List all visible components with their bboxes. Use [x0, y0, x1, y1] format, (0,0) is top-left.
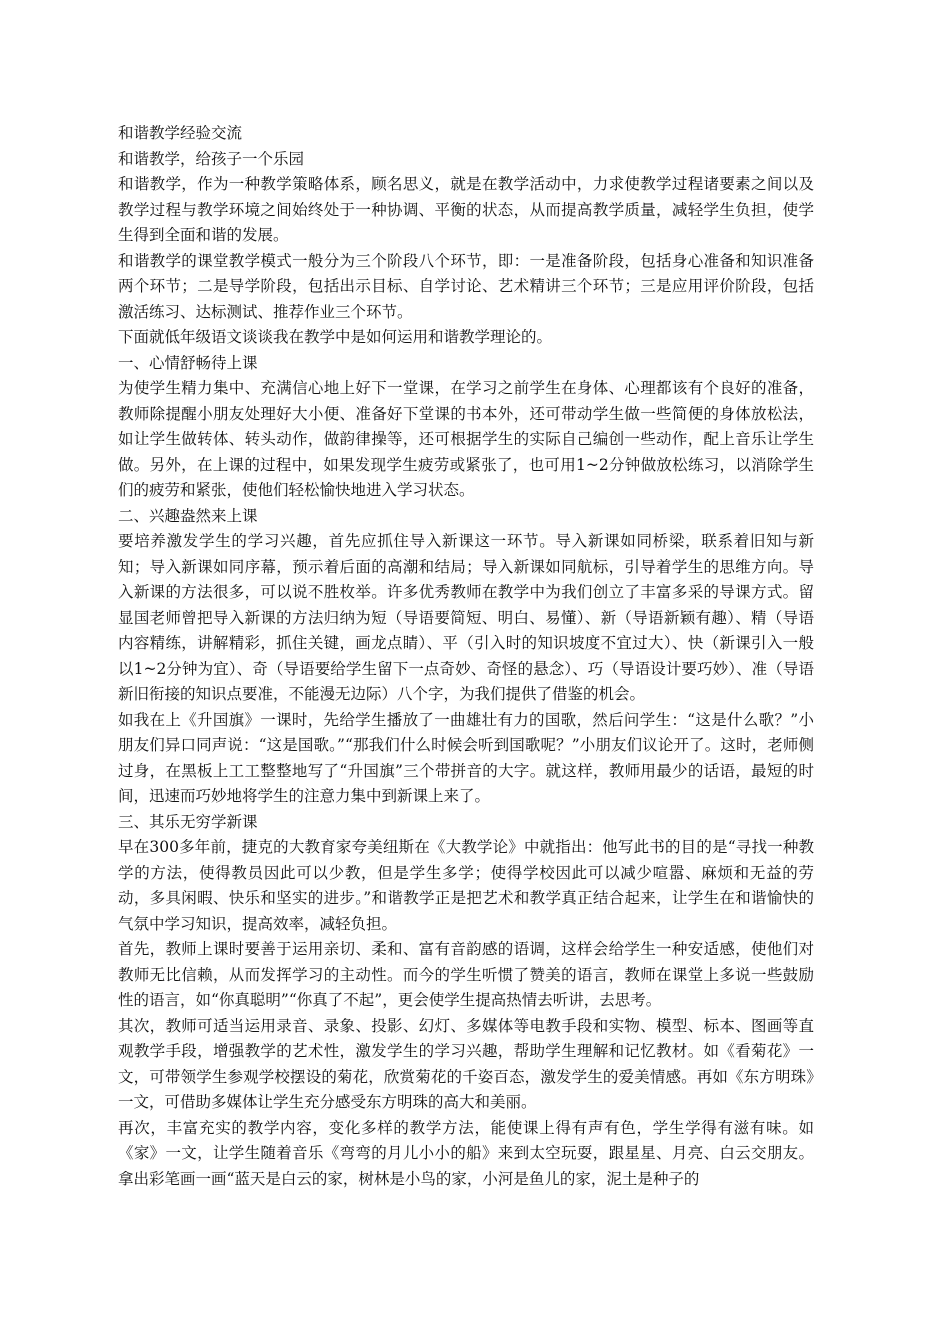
paragraph: 其次，教师可适当运用录音、录象、投影、幻灯、多媒体等电教手段和实物、模型、标本、图画等直观教学手段，增强教学的艺术性，激发学生的学习兴趣，帮助学生理解和记忆教材。如《看菊花》一文，可带领学生参观学校摆设的菊花，欣赏菊花的千姿百态，激发学生的爱美情感。再如《东方明珠》一文，可借助多媒体让学生充分感受东方明珠的高大和美丽。 — [118, 1016, 814, 1111]
paragraph: 如我在上《升国旗》一课时，先给学生播放了一曲雄壮有力的国歌，然后问学生：“这是什么歌？”小朋友们异口同声说：“这是国歌。”“那我们什么时候会听到国歌呢？”小朋友们议论开了。这时，老师侧过身，在黑板上工工整整地写了“升国旗”三个带拼音的大字。就这样，教师用最少的话语，最短的时间，迅速而巧妙地将学生的注意力集中到新课上来了。 — [118, 710, 814, 805]
document-title: 和谐教学经验交流 — [118, 124, 243, 142]
paragraph: 下面就低年级语文谈谈我在教学中是如何运用和谐教学理论的。 — [118, 328, 553, 346]
paragraph: 再次，丰富充实的教学内容，变化多样的教学方法，能使课上得有声有色，学生学得有滋有味。如《家》一文，让学生随着音乐《弯弯的月儿小小的船》来到太空玩耍，跟星星、月亮、白云交朋友。拿出彩笔画一画“蓝天是白云的家，树林是小鸟的家，小河是鱼儿的家，泥土是种子的 — [118, 1118, 814, 1188]
section-heading: 三、其乐无穷学新课 — [118, 812, 258, 831]
section-heading: 二、兴趣盎然来上课 — [118, 506, 258, 525]
paragraph: 首先，教师上课时要善于运用亲切、柔和、富有音韵感的语调，这样会给学生一种安适感，使他们对教师无比信赖，从而发挥学习的主动性。而今的学生听惯了赞美的语言，教师在课堂上多说一些鼓励性的语言，如“你真聪明”“你真了不起”，更会使学生提高热情去听讲，去思考。 — [118, 940, 814, 1009]
paragraph: 早在300多年前，捷克的大教育家夸美纽斯在《大教学论》中就指出：他写此书的目的是“寻找一种教学的方法，使得教员因此可以少教，但是学生多学；使得学校因此可以减少喧嚣、麻烦和无益的劳动，多具闲暇、快乐和坚实的进步。”和谐教学正是把艺术和教学真正结合起来，让学生在和谐愉快的气氛中学习知识，提高效率，减轻负担。 — [118, 838, 814, 933]
document-page — [118, 121, 814, 1192]
paragraph: 要培养激发学生的学习兴趣，首先应抓住导入新课这一环节。导入新课如同桥梁，联系着旧知与新知；导入新课如同序幕，预示着后面的高潮和结局；导入新课如同航标，引导着学生的思维方向。导入新课的方法很多，可以说不胜枚举。许多优秀教师在教学中为我们创立了丰富多采的导课方式。留显国老师曾把导入新课的方法归纳为短（导语要简短、明白、易懂）、新（导语新颖有趣）、精（导语内容精练，讲解精彩，抓住关键，画龙点睛）、平（引入时的知识坡度不宜过大）、快（新课引入一般以1~2分钟为宜）、奇（导语要给学生留下一点奇妙、奇怪的悬念）、巧（导语设计要巧妙）、准（导语新旧衔接的知识点要准，不能漫无边际）八个字，为我们提供了借鉴的机会。 — [118, 532, 814, 703]
section-heading: 一、心情舒畅待上课 — [118, 353, 258, 372]
document-subtitle: 和谐教学，给孩子一个乐园 — [118, 149, 305, 168]
paragraph: 为使学生精力集中、充满信心地上好下一堂课，在学习之前学生在身体、心理都该有个良好的准备，教师除提醒小朋友处理好大小便、准备好下堂课的书本外，还可带动学生做一些简便的身体放松法，如让学生做转体、转头动作，做韵律操等，还可根据学生的实际自己编创一些动作，配上音乐让学生做。另外，在上课的过程中，如果发现学生疲劳或紧张了，也可用1~2分钟做放松练习，以消除学生们的疲劳和紧张，使他们轻松愉快地进入学习状态。 — [118, 379, 814, 499]
paragraph: 和谐教学，作为一种教学策略体系，顾名思义，就是在教学活动中，力求使教学过程诸要素之间以及教学过程与教学环境之间始终处于一种协调、平衡的状态，从而提高教学质量，减轻学生负担，使学生得到全面和谐的发展。 — [118, 175, 814, 244]
paragraph: 和谐教学的课堂教学模式一般分为三个阶段八个环节，即：一是准备阶段，包括身心准备和知识准备两个环节；二是导学阶段，包括出示目标、自学讨论、艺术精讲三个环节；三是应用评价阶段，包括激活练习、达标测试、推荐作业三个环节。 — [118, 251, 814, 321]
